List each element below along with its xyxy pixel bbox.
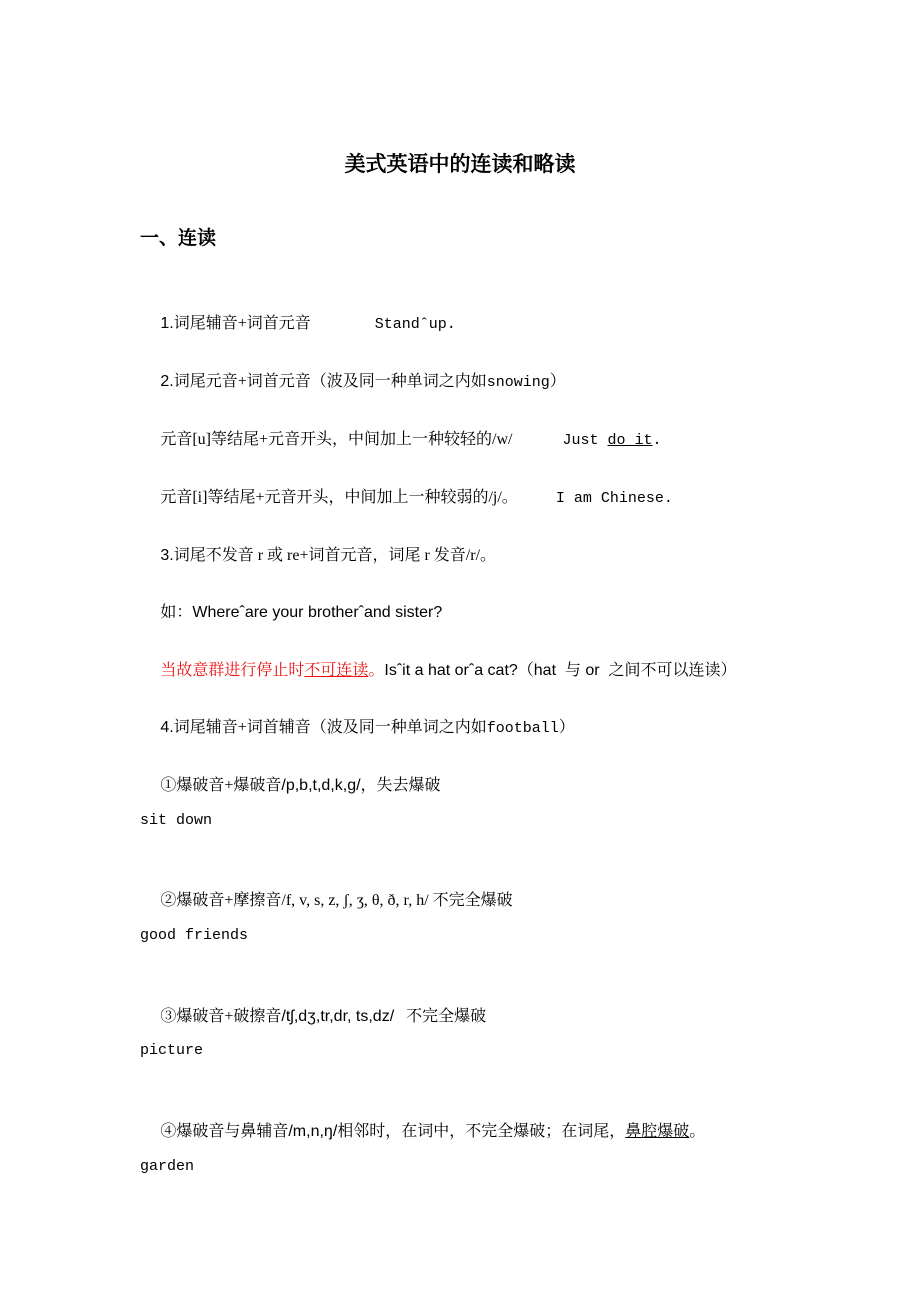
subrule-end: 。 bbox=[689, 1123, 706, 1140]
subrule-3-example: picture bbox=[140, 1042, 204, 1059]
rule-number: 3. bbox=[160, 547, 174, 564]
rule-close: ） bbox=[558, 719, 575, 736]
section-heading-liaison: 一、连读 bbox=[140, 227, 217, 249]
exception-note: 当故意群进行停止时不可连读。 bbox=[160, 662, 385, 679]
subrule-label: ②爆破音+摩擦音/f, v, s, z, ʃ, ʒ, θ, ð, r, h/ bbox=[160, 892, 429, 909]
rule-example: Standˆup. bbox=[374, 316, 456, 333]
underlined-phrase: do it bbox=[607, 432, 653, 449]
subrule-4-example: garden bbox=[140, 1158, 195, 1175]
subrule-4-line bbox=[140, 1098, 705, 1165]
document-title: 美式英语中的连读和略读 bbox=[344, 152, 576, 176]
rule-text: 词尾辅音+词首元音 bbox=[173, 315, 311, 332]
rule-text: 词尾元音+词首元音（波及同一种单词之内如 bbox=[173, 373, 487, 390]
subrule-1-line bbox=[140, 752, 441, 819]
rule-word: snowing bbox=[486, 374, 550, 391]
subrule-label: ④爆破音与鼻辅音 bbox=[160, 1123, 289, 1140]
phoneme-list: /m,n,ŋ/ bbox=[288, 1123, 338, 1140]
rule-number: 2. bbox=[160, 373, 174, 390]
subrule-label: ③爆破音+破擦音 bbox=[160, 1008, 282, 1025]
subrule-label: ①爆破音+爆破音 bbox=[160, 777, 282, 794]
rule-close: ） bbox=[549, 373, 566, 390]
subrule-effect: 不完全爆破 bbox=[428, 892, 513, 909]
rule-3-example-line bbox=[140, 579, 442, 646]
subrule-2-example: good friends bbox=[140, 927, 249, 944]
rule-number: 4. bbox=[160, 719, 174, 736]
underlined-phrase: 鼻腔爆破 bbox=[625, 1123, 690, 1140]
subrule-1-example: sit down bbox=[140, 812, 213, 829]
subrule-effect: 相邻时，在词中，不完全爆破；在词尾， bbox=[337, 1123, 626, 1140]
rule-example: Whereˆare your brotherˆand sister? bbox=[192, 604, 443, 621]
rule-example: Just do it. bbox=[562, 432, 662, 449]
rule-example: Isˆit a hat orˆa cat?（hat 与 or 之间不可以连读） bbox=[384, 662, 737, 679]
phoneme-list: /tʃ,dʒ,tr,dr, ts,dz/ bbox=[281, 1008, 395, 1025]
subrule-2-line bbox=[140, 867, 513, 934]
rule-example: I am Chinese. bbox=[555, 490, 673, 507]
example-prefix: 如： bbox=[160, 604, 193, 621]
underlined-phrase: 不可连读 bbox=[304, 662, 369, 679]
rule-number: 1. bbox=[160, 315, 174, 332]
rule-text: 元音[u]等结尾+元音开头，中间加上一种较轻的/w/ bbox=[160, 431, 513, 448]
rule-word: football bbox=[486, 720, 559, 737]
subrule-effect: ，失去爆破 bbox=[360, 777, 441, 794]
rule-text: 词尾辅音+词首辅音（波及同一种单词之内如 bbox=[173, 719, 487, 736]
subrule-effect: 不完全爆破 bbox=[394, 1008, 487, 1025]
rule-text: 元音[i]等结尾+元音开头，中间加上一种较弱的/j/。 bbox=[160, 489, 518, 506]
phoneme-list: /p,b,t,d,k,g/ bbox=[281, 777, 361, 794]
rule-text: 词尾不发音 r 或 re+词首元音，词尾 r 发音/r/。 bbox=[173, 547, 497, 564]
